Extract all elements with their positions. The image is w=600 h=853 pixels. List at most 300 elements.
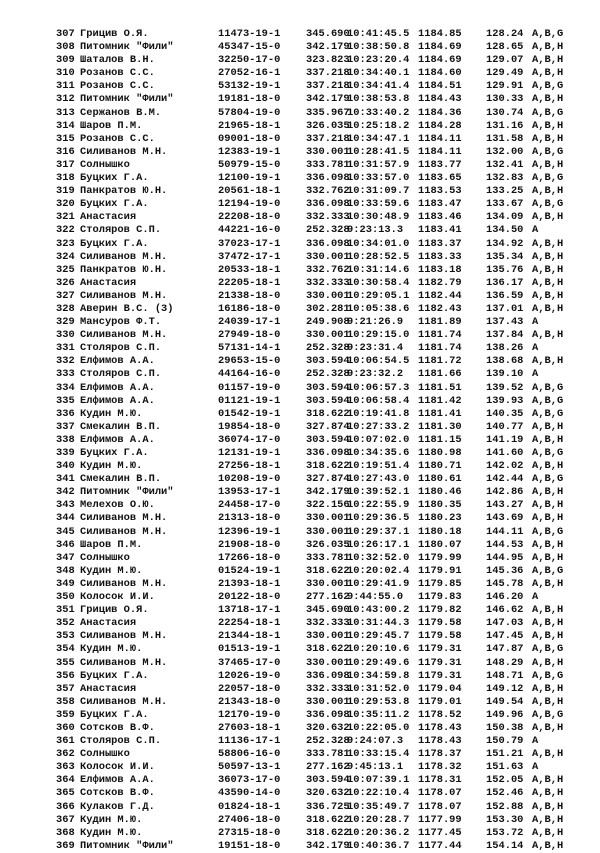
- coefficient: 1183.65: [418, 172, 462, 185]
- arrival-time: 10:20:10.6: [347, 643, 410, 656]
- arrival-time: 10:34:35.6: [347, 447, 410, 459]
- categories: A,B,H: [532, 289, 564, 302]
- owner-name: Буцких Г.А.: [80, 198, 149, 211]
- rank-number: 364: [56, 774, 75, 787]
- rank-number: 334: [56, 381, 75, 394]
- ring-number: 44164-16-0: [218, 368, 281, 381]
- distance: 277.162: [306, 761, 350, 774]
- ring-number: 01524-19-1: [218, 564, 281, 577]
- arrival-time: 10:22:05.0: [347, 721, 410, 734]
- rank-number: 362: [56, 748, 75, 761]
- result-row: [0, 198, 600, 211]
- ring-number: 12131-19-1: [218, 447, 281, 459]
- coefficient: 1184.36: [418, 106, 462, 119]
- distance: 318.622: [306, 643, 350, 656]
- result-row: [0, 172, 600, 185]
- coefficient: 1184.11: [418, 132, 462, 145]
- owner-name: Сержанов В.М.: [80, 106, 162, 119]
- categories: A,B,H: [532, 695, 564, 708]
- coefficient: 1184.85: [418, 28, 462, 40]
- categories: A,B,G: [532, 669, 564, 682]
- owner-name: Силиванов М.Н.: [80, 250, 168, 263]
- points: 128.24: [486, 28, 524, 40]
- rank-number: 314: [56, 119, 75, 132]
- categories: A,B,G: [532, 80, 564, 93]
- arrival-time: 10:20:02.4: [347, 564, 410, 577]
- arrival-time: 10:07:02.0: [347, 433, 410, 446]
- distance: 332.333: [306, 276, 350, 289]
- coefficient: 1177.45: [418, 826, 462, 839]
- ring-number: 22254-18-1: [218, 617, 281, 630]
- points: 142.44: [486, 473, 524, 486]
- rank-number: 367: [56, 813, 75, 826]
- points: 135.76: [486, 263, 524, 276]
- result-row: [0, 761, 600, 774]
- result-row: [0, 722, 600, 735]
- result-row: [0, 264, 600, 277]
- distance: 252.328: [306, 342, 350, 355]
- points: 151.63: [486, 761, 524, 774]
- ring-number: 13718-17-1: [218, 604, 281, 617]
- result-row: [0, 355, 600, 368]
- coefficient: 1183.46: [418, 211, 462, 224]
- ring-number: 11136-17-1: [218, 735, 281, 748]
- categories: A,B,G: [532, 407, 564, 420]
- arrival-time: 10:34:41.4: [347, 80, 410, 93]
- coefficient: 1178.07: [418, 800, 462, 813]
- distance: 326.035: [306, 538, 350, 551]
- result-row: [0, 395, 600, 408]
- owner-name: Мелехов О.Ю.: [80, 499, 155, 512]
- distance: 345.690: [306, 28, 350, 40]
- ring-number: 09001-18-0: [218, 132, 281, 145]
- result-row: [0, 54, 600, 67]
- owner-name: Столяров С.П.: [80, 735, 162, 748]
- arrival-time: 10:22:55.9: [347, 499, 410, 512]
- ring-number: 13953-17-1: [218, 486, 281, 499]
- owner-name: Розанов С.С.: [80, 80, 155, 93]
- ring-number: 57131-14-1: [218, 342, 281, 355]
- owner-name: Питомник "Фили": [80, 93, 174, 106]
- coefficient: 1178.43: [418, 721, 462, 734]
- owner-name: Кудин М.Ю.: [80, 407, 143, 420]
- owner-name: Елфимов А.А.: [80, 355, 155, 368]
- owner-name: Буцких Г.А.: [80, 669, 149, 682]
- coefficient: 1181.66: [418, 368, 462, 381]
- distance: 303.594: [306, 433, 350, 446]
- distance: 332.333: [306, 211, 350, 224]
- coefficient: 1183.41: [418, 224, 462, 237]
- distance: 303.594: [306, 774, 350, 787]
- coefficient: 1179.99: [418, 551, 462, 564]
- categories: A,B,H: [532, 604, 564, 617]
- ring-number: 21343-18-0: [218, 695, 281, 708]
- owner-name: Анастасия: [80, 682, 137, 695]
- points: 150.38: [486, 721, 524, 734]
- rank-number: 360: [56, 721, 75, 734]
- result-row: [0, 565, 600, 578]
- results-list: [0, 28, 600, 853]
- distance: 337.218: [306, 80, 350, 93]
- arrival-time: 10:29:15.0: [347, 329, 410, 342]
- coefficient: 1178.37: [418, 748, 462, 761]
- coefficient: 1183.37: [418, 237, 462, 250]
- points: 137.43: [486, 316, 524, 329]
- result-row: [0, 486, 600, 499]
- rank-number: 324: [56, 250, 75, 263]
- owner-name: Грицив О.Я.: [80, 604, 149, 617]
- arrival-time: 10:05:38.6: [347, 302, 410, 315]
- coefficient: 1179.82: [418, 604, 462, 617]
- categories: A,B,H: [532, 630, 564, 643]
- arrival-time: 10:27:33.2: [347, 420, 410, 433]
- ring-number: 21338-18-0: [218, 289, 281, 302]
- distance: 336.098: [306, 669, 350, 682]
- ring-number: 19151-18-0: [218, 839, 281, 852]
- rank-number: 366: [56, 800, 75, 813]
- points: 129.49: [486, 67, 524, 80]
- distance: 330.001: [306, 630, 350, 643]
- coefficient: 1179.31: [418, 656, 462, 669]
- points: 137.84: [486, 329, 524, 342]
- arrival-time: 10:26:17.1: [347, 538, 410, 551]
- result-row: [0, 709, 600, 722]
- owner-name: Питомник "Фили": [80, 41, 174, 54]
- owner-name: Смекалин В.П.: [80, 420, 162, 433]
- arrival-time: 10:41:45.5: [347, 28, 410, 40]
- coefficient: 1179.01: [418, 695, 462, 708]
- categories: A: [532, 316, 539, 329]
- categories: A,B,H: [532, 211, 564, 224]
- arrival-time: 10:30:58.4: [347, 276, 410, 289]
- points: 150.79: [486, 735, 524, 748]
- ring-number: 58806-16-0: [218, 748, 281, 761]
- rank-number: 307: [56, 28, 75, 40]
- result-row: [0, 657, 600, 670]
- categories: A,B,H: [532, 486, 564, 499]
- ring-number: 01121-19-1: [218, 394, 281, 407]
- distance: 345.690: [306, 604, 350, 617]
- distance: 342.179: [306, 93, 350, 106]
- ring-number: 20122-18-0: [218, 591, 281, 604]
- categories: A,B,H: [532, 682, 564, 695]
- rank-number: 341: [56, 473, 75, 486]
- arrival-time: 10:33:40.2: [347, 106, 410, 119]
- result-row: [0, 696, 600, 709]
- owner-name: Шаталов В.Н.: [80, 54, 155, 67]
- coefficient: 1181.30: [418, 420, 462, 433]
- result-row: [0, 67, 600, 80]
- rank-number: 339: [56, 447, 75, 459]
- points: 141.19: [486, 433, 524, 446]
- arrival-time: 10:34:47.1: [347, 132, 410, 145]
- arrival-time: 10:39:52.1: [347, 486, 410, 499]
- rank-number: 330: [56, 329, 75, 342]
- points: 140.35: [486, 407, 524, 420]
- rank-number: 363: [56, 761, 75, 774]
- rank-number: 332: [56, 355, 75, 368]
- result-row: [0, 434, 600, 447]
- distance: 318.622: [306, 826, 350, 839]
- owner-name: Смекалин В.П.: [80, 473, 162, 486]
- arrival-time: 10:29:37.1: [347, 525, 410, 538]
- distance: 332.333: [306, 617, 350, 630]
- categories: A,B,G: [532, 447, 564, 459]
- categories: A,B,H: [532, 460, 564, 473]
- coefficient: 1179.04: [418, 682, 462, 695]
- result-row: [0, 617, 600, 630]
- arrival-time: 10:33:57.0: [347, 172, 410, 185]
- distance: 336.098: [306, 172, 350, 185]
- owner-name: Сотсков В.Ф.: [80, 721, 155, 734]
- distance: 335.967: [306, 106, 350, 119]
- owner-name: Кудин М.Ю.: [80, 813, 143, 826]
- distance: 320.632: [306, 787, 350, 800]
- ring-number: 22208-18-0: [218, 211, 281, 224]
- ring-number: 24458-17-0: [218, 499, 281, 512]
- result-row: [0, 801, 600, 814]
- coefficient: 1180.07: [418, 538, 462, 551]
- result-row: [0, 670, 600, 683]
- points: 152.46: [486, 787, 524, 800]
- points: 136.17: [486, 276, 524, 289]
- categories: A,B,H: [532, 132, 564, 145]
- arrival-time: 9:21:26.9: [347, 316, 404, 329]
- owner-name: Столяров С.П.: [80, 342, 162, 355]
- result-row: [0, 604, 600, 617]
- arrival-time: 10:38:53.8: [347, 93, 410, 106]
- ring-number: 57804-19-0: [218, 106, 281, 119]
- arrival-time: 9:23:32.2: [347, 368, 404, 381]
- arrival-time: 10:31:14.6: [347, 263, 410, 276]
- owner-name: Силиванов М.Н.: [80, 577, 168, 590]
- points: 129.07: [486, 54, 524, 67]
- categories: A,B,G: [532, 381, 564, 394]
- result-row: [0, 787, 600, 800]
- arrival-time: 10:29:45.7: [347, 630, 410, 643]
- points: 152.05: [486, 774, 524, 787]
- ring-number: 36074-17-0: [218, 433, 281, 446]
- coefficient: 1180.35: [418, 499, 462, 512]
- categories: A,B,H: [532, 119, 564, 132]
- result-row: [0, 224, 600, 237]
- distance: 330.001: [306, 577, 350, 590]
- points: 138.26: [486, 342, 524, 355]
- categories: A: [532, 368, 539, 381]
- distance: 342.179: [306, 41, 350, 54]
- rank-number: 326: [56, 276, 75, 289]
- distance: 332.333: [306, 682, 350, 695]
- ring-number: 19854-18-0: [218, 420, 281, 433]
- result-row: [0, 512, 600, 525]
- owner-name: Мансуров Ф.Т.: [80, 316, 162, 329]
- coefficient: 1179.85: [418, 577, 462, 590]
- arrival-time: 9:23:31.4: [347, 342, 404, 355]
- coefficient: 1181.41: [418, 407, 462, 420]
- distance: 337.218: [306, 67, 350, 80]
- rank-number: 337: [56, 420, 75, 433]
- rank-number: 327: [56, 289, 75, 302]
- coefficient: 1180.71: [418, 460, 462, 473]
- arrival-time: 10:06:54.5: [347, 355, 410, 368]
- points: 133.67: [486, 198, 524, 211]
- categories: A,B,H: [532, 237, 564, 250]
- coefficient: 1183.53: [418, 185, 462, 198]
- categories: A,B,G: [532, 394, 564, 407]
- rank-number: 313: [56, 106, 75, 119]
- result-row: [0, 840, 600, 853]
- rank-number: 336: [56, 407, 75, 420]
- distance: 330.001: [306, 289, 350, 302]
- distance: 302.281: [306, 302, 350, 315]
- points: 130.74: [486, 106, 524, 119]
- rank-number: 333: [56, 368, 75, 381]
- arrival-time: 10:34:59.8: [347, 669, 410, 682]
- result-row: [0, 460, 600, 473]
- categories: A,B,G: [532, 473, 564, 486]
- distance: 326.035: [306, 119, 350, 132]
- points: 139.52: [486, 381, 524, 394]
- owner-name: Силиванов М.Н.: [80, 145, 168, 158]
- ring-number: 37472-17-1: [218, 250, 281, 263]
- result-row: [0, 526, 600, 539]
- categories: A,B,H: [532, 538, 564, 551]
- distance: 318.622: [306, 460, 350, 473]
- ring-number: 20533-18-1: [218, 263, 281, 276]
- categories: A,B,H: [532, 329, 564, 342]
- coefficient: 1178.32: [418, 761, 462, 774]
- arrival-time: 10:34:40.1: [347, 67, 410, 80]
- arrival-time: 10:20:28.7: [347, 813, 410, 826]
- categories: A,B,H: [532, 826, 564, 839]
- ring-number: 12170-19-0: [218, 708, 281, 721]
- distance: 303.594: [306, 355, 350, 368]
- distance: 303.594: [306, 381, 350, 394]
- categories: A,B,H: [532, 800, 564, 813]
- points: 147.87: [486, 643, 524, 656]
- points: 134.50: [486, 224, 524, 237]
- result-row: [0, 578, 600, 591]
- owner-name: Колосок И.И.: [80, 591, 155, 604]
- rank-number: 368: [56, 826, 75, 839]
- points: 151.21: [486, 748, 524, 761]
- result-row: [0, 28, 600, 41]
- points: 143.27: [486, 499, 524, 512]
- categories: A,B,H: [532, 617, 564, 630]
- arrival-time: 10:27:43.0: [347, 473, 410, 486]
- coefficient: 1177.44: [418, 839, 462, 852]
- points: 140.77: [486, 420, 524, 433]
- rank-number: 312: [56, 93, 75, 106]
- categories: A,B,G: [532, 643, 564, 656]
- result-row: [0, 408, 600, 421]
- points: 129.91: [486, 80, 524, 93]
- points: 130.33: [486, 93, 524, 106]
- points: 134.92: [486, 237, 524, 250]
- points: 132.00: [486, 145, 524, 158]
- distance: 322.156: [306, 499, 350, 512]
- points: 132.83: [486, 172, 524, 185]
- ring-number: 12396-19-1: [218, 525, 281, 538]
- distance: 336.098: [306, 708, 350, 721]
- ring-number: 01157-19-0: [218, 381, 281, 394]
- rank-number: 353: [56, 630, 75, 643]
- result-row: [0, 473, 600, 486]
- result-row: [0, 159, 600, 172]
- coefficient: 1181.74: [418, 342, 462, 355]
- categories: A,B,G: [532, 708, 564, 721]
- categories: A,B,H: [532, 748, 564, 761]
- rank-number: 308: [56, 41, 75, 54]
- rank-number: 358: [56, 695, 75, 708]
- rank-number: 344: [56, 512, 75, 525]
- rank-number: 356: [56, 669, 75, 682]
- rank-number: 321: [56, 211, 75, 224]
- arrival-time: 10:22:10.4: [347, 787, 410, 800]
- owner-name: Силиванов М.Н.: [80, 289, 168, 302]
- result-row: [0, 382, 600, 395]
- coefficient: 1180.61: [418, 473, 462, 486]
- ring-number: 44221-16-0: [218, 224, 281, 237]
- rank-number: 348: [56, 564, 75, 577]
- result-row: [0, 814, 600, 827]
- arrival-time: 10:07:39.1: [347, 774, 410, 787]
- categories: A: [532, 761, 539, 774]
- owner-name: Елфимов А.А.: [80, 433, 155, 446]
- rank-number: 343: [56, 499, 75, 512]
- distance: 330.001: [306, 525, 350, 538]
- arrival-time: 10:33:15.4: [347, 748, 410, 761]
- points: 143.69: [486, 512, 524, 525]
- result-row: [0, 120, 600, 133]
- coefficient: 1183.33: [418, 250, 462, 263]
- rank-number: 357: [56, 682, 75, 695]
- ring-number: 27406-18-0: [218, 813, 281, 826]
- categories: A,B,H: [532, 355, 564, 368]
- coefficient: 1181.72: [418, 355, 462, 368]
- points: 153.30: [486, 813, 524, 826]
- points: 147.45: [486, 630, 524, 643]
- ring-number: 10208-19-0: [218, 473, 281, 486]
- rank-number: 315: [56, 132, 75, 145]
- ring-number: 21344-18-1: [218, 630, 281, 643]
- coefficient: 1179.83: [418, 591, 462, 604]
- distance: 330.001: [306, 145, 350, 158]
- result-row: [0, 251, 600, 264]
- owner-name: Кудин М.Ю.: [80, 643, 143, 656]
- coefficient: 1181.15: [418, 433, 462, 446]
- distance: 330.001: [306, 329, 350, 342]
- arrival-time: 9:24:07.3: [347, 735, 404, 748]
- result-row: [0, 421, 600, 434]
- rank-number: 350: [56, 591, 75, 604]
- rank-number: 342: [56, 486, 75, 499]
- points: 137.01: [486, 302, 524, 315]
- points: 149.12: [486, 682, 524, 695]
- arrival-time: 10:23:20.4: [347, 54, 410, 67]
- points: 148.29: [486, 656, 524, 669]
- arrival-time: 10:31:09.7: [347, 185, 410, 198]
- rank-number: 309: [56, 54, 75, 67]
- result-row: [0, 774, 600, 787]
- owner-name: Солнышко: [80, 748, 130, 761]
- result-row: [0, 748, 600, 761]
- ring-number: 19181-18-0: [218, 93, 281, 106]
- owner-name: Кудин М.Ю.: [80, 564, 143, 577]
- result-row: [0, 316, 600, 329]
- categories: A,B,H: [532, 721, 564, 734]
- rank-number: 316: [56, 145, 75, 158]
